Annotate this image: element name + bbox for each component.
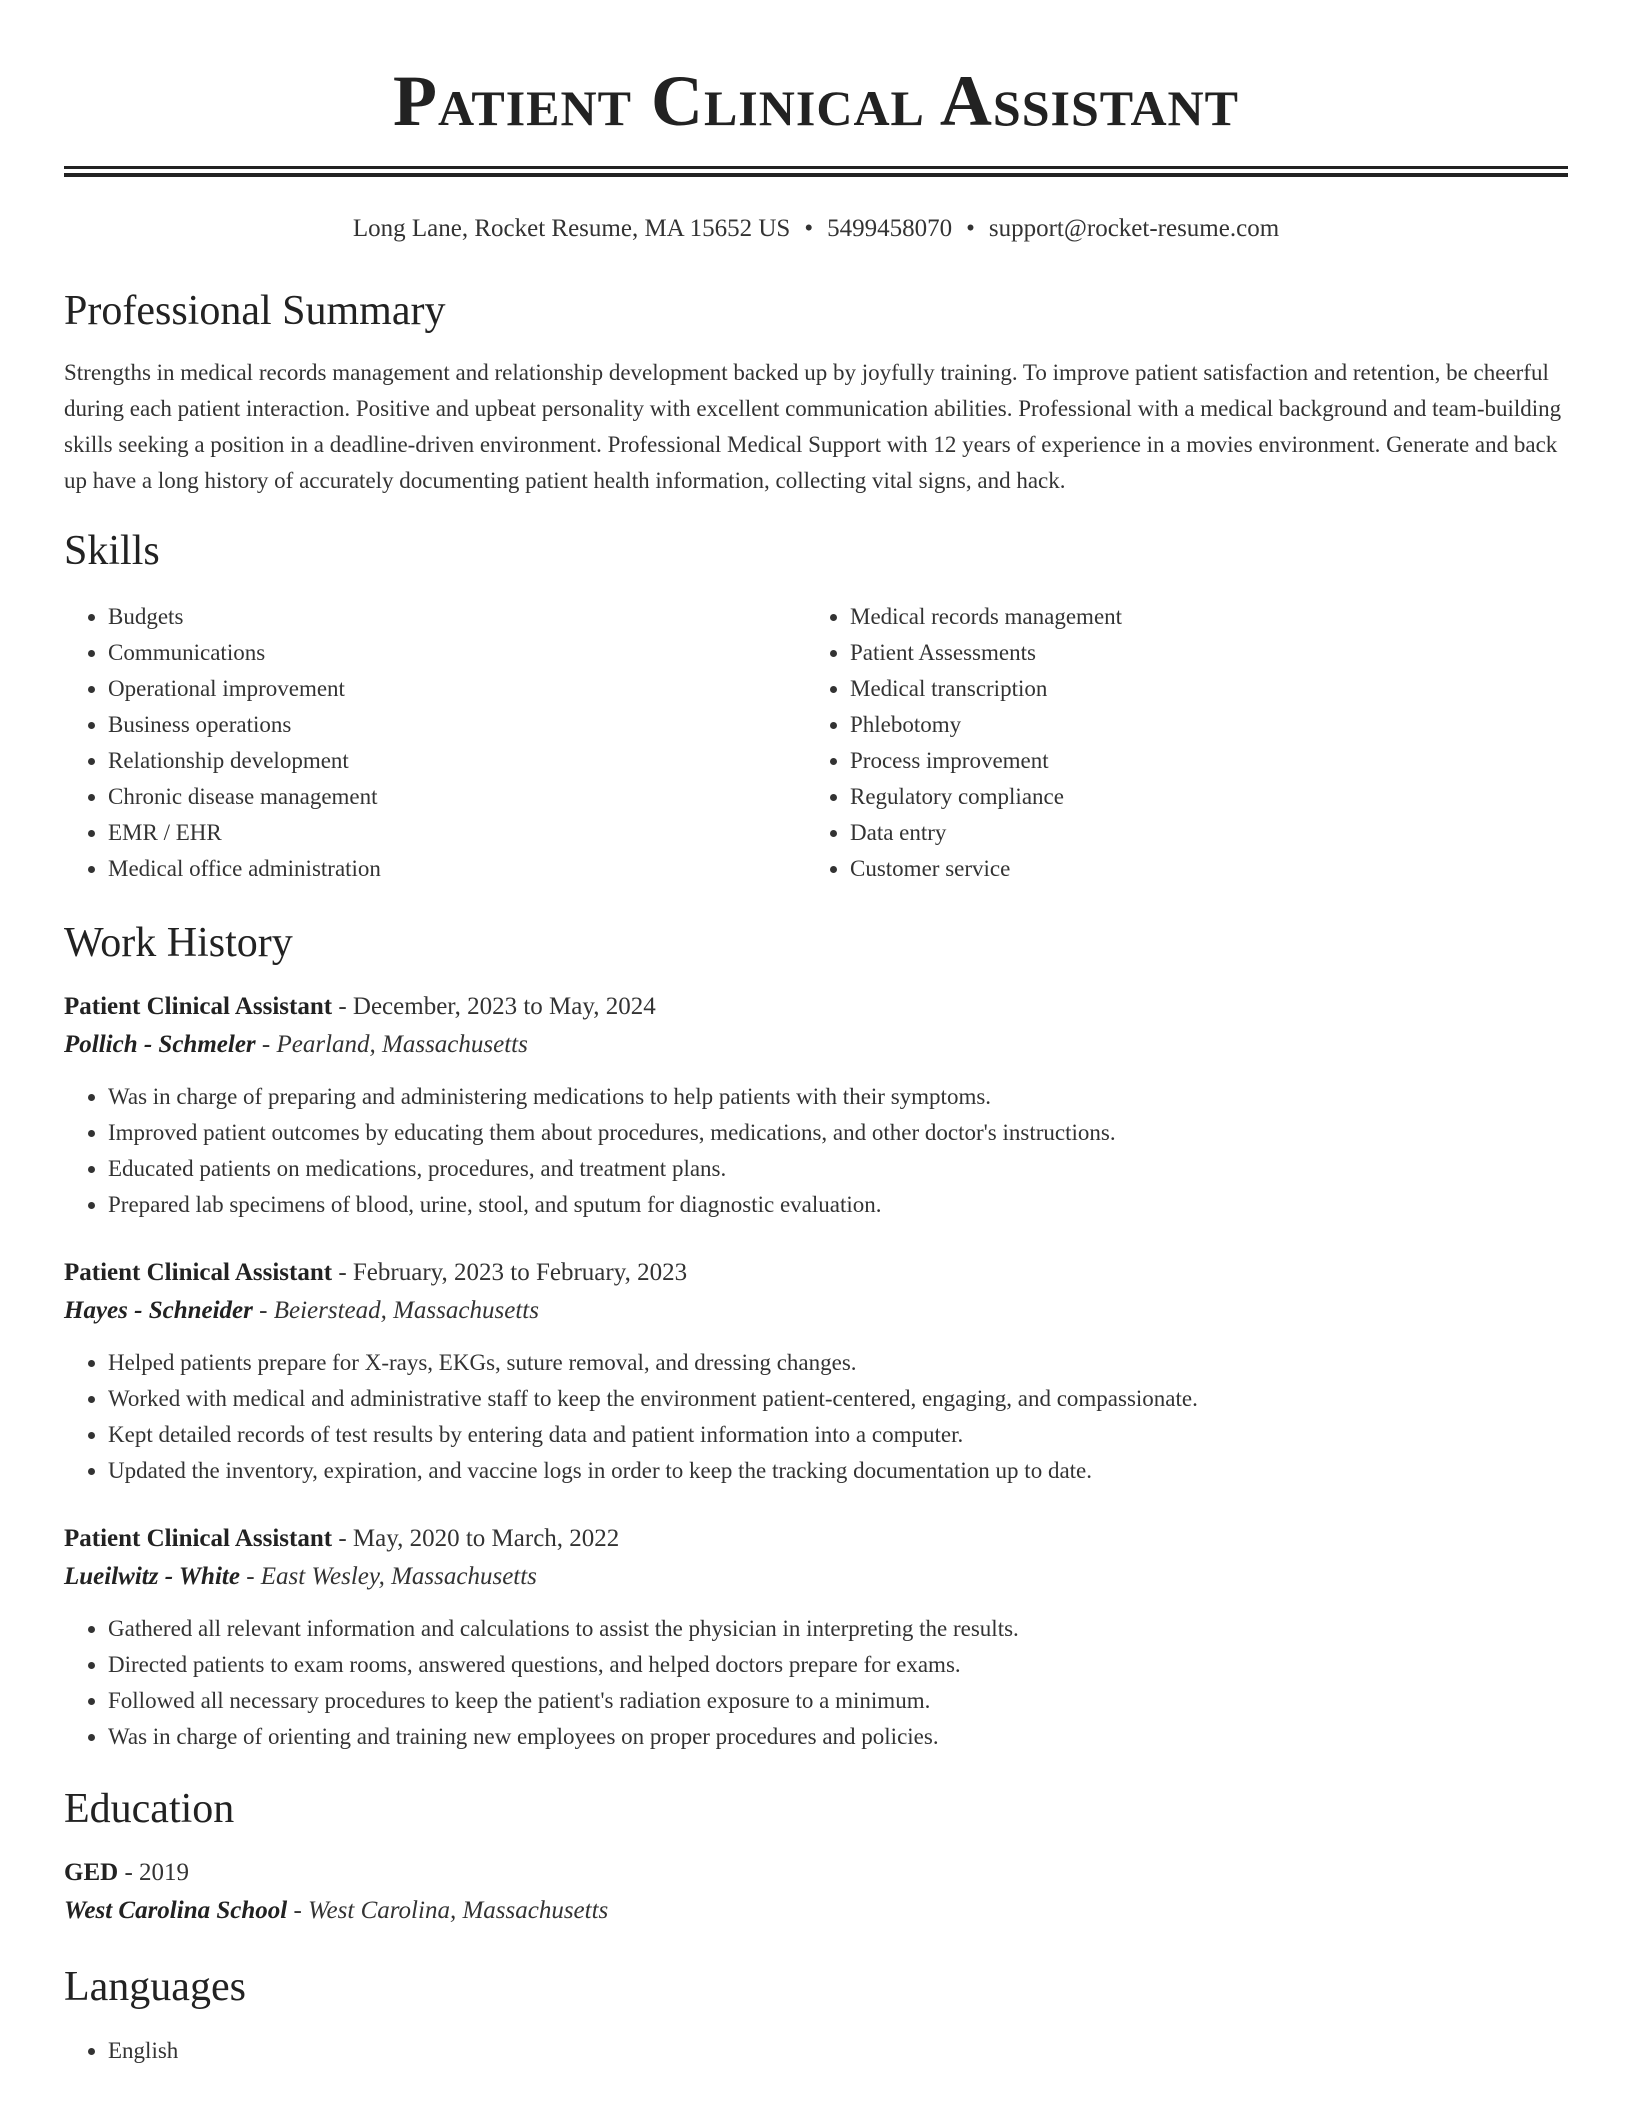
header-divider <box>64 166 1568 177</box>
education-degree-line <box>64 1855 1568 1891</box>
job-bullet: • Was in charge of preparing and administering medications to help patients with their symptoms. <box>108 1079 1568 1115</box>
job-bullet: • Followed all necessary procedures to keep the patient's radiation exposure to a minimum. <box>108 1683 1568 1719</box>
job-bullets <box>64 1345 1568 1489</box>
contact-line <box>64 213 1568 245</box>
job-bullet: • Kept detailed records of test results by entering data and patient information into a computer. <box>108 1417 1568 1453</box>
skill-item: • Medical transcription <box>850 671 1548 707</box>
skill-item: • Data entry <box>850 815 1548 851</box>
job-bullet: • Updated the inventory, expiration, and vaccine logs in order to keep the tracking documentation up to date. <box>108 1453 1568 1489</box>
resume-page <box>64 0 1568 2069</box>
skill-item: • Relationship development <box>108 743 806 779</box>
skill-item: • Operational improvement <box>108 671 806 707</box>
skill-item: • Medical records management <box>850 599 1548 635</box>
contact-email[interactable]: support@rocket-resume.com <box>988 215 1280 242</box>
contact-separator: • <box>804 215 814 242</box>
job-entry <box>64 1255 1568 1489</box>
education-location: - West Carolina, Massachusetts <box>293 1897 609 1924</box>
contact-address: Long Lane, Rocket Resume, MA 15652 US <box>352 215 791 242</box>
skill-item: • Chronic disease management <box>108 779 806 815</box>
job-title: Patient Clinical Assistant <box>64 993 333 1020</box>
skill-item: • Business operations <box>108 707 806 743</box>
contact-phone[interactable]: 5499458070 <box>827 215 953 242</box>
job-title: Patient Clinical Assistant <box>64 1259 333 1286</box>
job-dates: - May, 2020 to March, 2022 <box>338 1525 620 1552</box>
job-company: Hayes - Schneider <box>64 1297 253 1324</box>
skill-item: • Process improvement <box>850 743 1548 779</box>
job-location: - Beierstead, Massachusetts <box>259 1297 539 1324</box>
job-bullet: • Directed patients to exam rooms, answered questions, and helped doctors prepare for exams. <box>108 1647 1568 1683</box>
skill-item: • Patient Assessments <box>850 635 1548 671</box>
job-title-line <box>64 989 1568 1025</box>
skills-list-left <box>64 599 806 887</box>
job-dates: - December, 2023 to May, 2024 <box>338 993 656 1020</box>
education-entry <box>64 1855 1568 1931</box>
job-title-line <box>64 1255 1568 1291</box>
education-year: - 2019 <box>124 1859 190 1886</box>
job-company-line <box>64 1025 1568 1065</box>
education-heading: Education <box>64 1786 235 1832</box>
summary-heading: Professional Summary <box>64 288 446 334</box>
job-company-line <box>64 1291 1568 1331</box>
languages-heading: Languages <box>64 1964 246 2010</box>
contact-separator: • <box>966 215 975 242</box>
job-bullets <box>64 1079 1568 1223</box>
summary-text: Strengths in medical records management and relationship development backed up by joyfully training. To improve patient satisfaction and retention, be cheerful during each patient interaction. Positive and upbeat personality with excellent communication abilities. Professional with a medical background and team-building skills seeking a position in a deadline-driven environment. Professional Medical Support with 12 years of experience in a movies environment. Generate and back up have a long history of accurately documenting patient health information, collecting vital signs, and hack. <box>64 360 1562 493</box>
job-location: - Pearland, Massachusetts <box>261 1031 528 1058</box>
job-bullet: • Worked with medical and administrative staff to keep the environment patient-centered, engaging, and compassionate. <box>108 1381 1568 1417</box>
job-company-line <box>64 1557 1568 1597</box>
job-bullet: • Educated patients on medications, procedures, and treatment plans. <box>108 1151 1568 1187</box>
job-bullet: • Prepared lab specimens of blood, urine, stool, and sputum for diagnostic evaluation. <box>108 1187 1568 1223</box>
job-bullet: • Was in charge of orienting and training new employees on proper procedures and policies. <box>108 1719 1568 1755</box>
skill-item: • Medical office administration <box>108 851 806 887</box>
skill-item: • Regulatory compliance <box>850 779 1548 815</box>
skill-item: • Phlebotomy <box>850 707 1548 743</box>
skill-item: • Budgets <box>108 599 806 635</box>
job-bullet: • Helped patients prepare for X-rays, EKGs, suture removal, and dressing changes. <box>108 1345 1568 1381</box>
language-item: • English <box>108 2033 1568 2069</box>
job-entry <box>64 1521 1568 1755</box>
skills-columns <box>64 599 1568 887</box>
job-title: Patient Clinical Assistant <box>64 1525 333 1552</box>
resume-name: Patient Clinical Assistant <box>392 61 1240 141</box>
education-school: West Carolina School <box>64 1897 288 1924</box>
job-company: Lueilwitz - White <box>64 1563 240 1590</box>
job-bullets <box>64 1611 1568 1755</box>
skills-list-right <box>806 599 1548 887</box>
education-school-line <box>64 1891 1568 1931</box>
job-company: Pollich - Schmeler <box>64 1031 256 1058</box>
education-degree: GED <box>64 1859 119 1886</box>
job-entry <box>64 989 1568 1223</box>
skill-item: • Customer service <box>850 851 1548 887</box>
job-bullet: • Gathered all relevant information and calculations to assist the physician in interpreting the results. <box>108 1611 1568 1647</box>
job-dates: - February, 2023 to February, 2023 <box>338 1259 688 1286</box>
languages-list <box>64 2033 1568 2069</box>
job-bullet: • Improved patient outcomes by educating them about procedures, medications, and other doctor's instructions. <box>108 1115 1568 1151</box>
skill-item: • Communications <box>108 635 806 671</box>
work-history-heading: Work History <box>64 920 293 966</box>
skill-item: • EMR / EHR <box>108 815 806 851</box>
job-title-line <box>64 1521 1568 1557</box>
job-location: - East Wesley, Massachusetts <box>246 1563 537 1590</box>
skills-heading: Skills <box>64 528 160 574</box>
